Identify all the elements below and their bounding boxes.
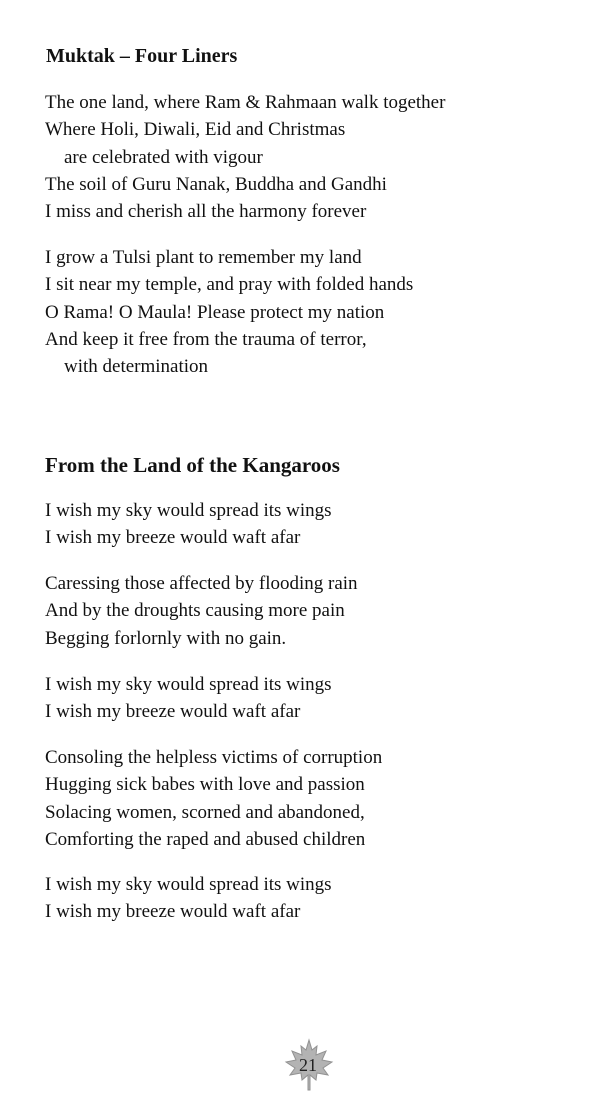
- poem-line: I wish my sky would spread its wings: [45, 874, 332, 895]
- stanza: [45, 89, 445, 225]
- poem-line: I sit near my temple, and pray with folded hands: [45, 274, 414, 296]
- poem-line: I grow a Tulsi plant to remember my land: [45, 247, 362, 268]
- poem-line: Comforting the raped and abused children: [45, 828, 366, 850]
- poem-line: Hugging sick babes with love and passion: [45, 774, 365, 796]
- stanza: [45, 744, 382, 853]
- poem-line: The one land, where Ram & Rahmaan walk together: [45, 92, 446, 113]
- page-number: 21: [299, 1055, 317, 1075]
- poem-line: I wish my breeze would waft afar: [45, 901, 301, 923]
- poem-line: Solacing women, scorned and abandoned,: [45, 801, 365, 823]
- stanza: [45, 244, 413, 380]
- poem-line: I wish my breeze would waft afar: [45, 527, 301, 549]
- stanza: [45, 570, 358, 652]
- poem-line: I miss and cherish all the harmony forever: [45, 201, 367, 223]
- poem-line: And by the droughts causing more pain: [45, 600, 345, 622]
- poem-line: The soil of Guru Nanak, Buddha and Gandhi: [45, 173, 387, 195]
- poem-line: Begging forlornly with no gain.: [45, 627, 287, 649]
- stanza: [45, 671, 332, 726]
- poem-title-muktak: Muktak – Four Liners: [46, 45, 238, 67]
- poem-title-kangaroos: From the Land of the Kangaroos: [45, 453, 340, 477]
- poem-line: O Rama! O Maula! Please protect my nation: [45, 301, 385, 323]
- poem-line: Consoling the helpless victims of corruption: [45, 747, 383, 768]
- poem-line: with determination: [64, 356, 209, 378]
- page-number-ornament: [283, 1038, 339, 1092]
- stanza: [45, 871, 332, 926]
- poem-line: I wish my sky would spread its wings: [45, 500, 332, 521]
- poem-line: I wish my breeze would waft afar: [45, 701, 301, 723]
- stanza: [45, 497, 332, 552]
- poem-line: Where Holi, Diwali, Eid and Christmas: [45, 119, 346, 141]
- poem-line: are celebrated with vigour: [64, 146, 263, 168]
- poem-line: I wish my sky would spread its wings: [45, 674, 332, 695]
- poem-line: And keep it free from the trauma of terror,: [45, 328, 367, 350]
- poem-line: Caressing those affected by flooding rain: [45, 573, 358, 594]
